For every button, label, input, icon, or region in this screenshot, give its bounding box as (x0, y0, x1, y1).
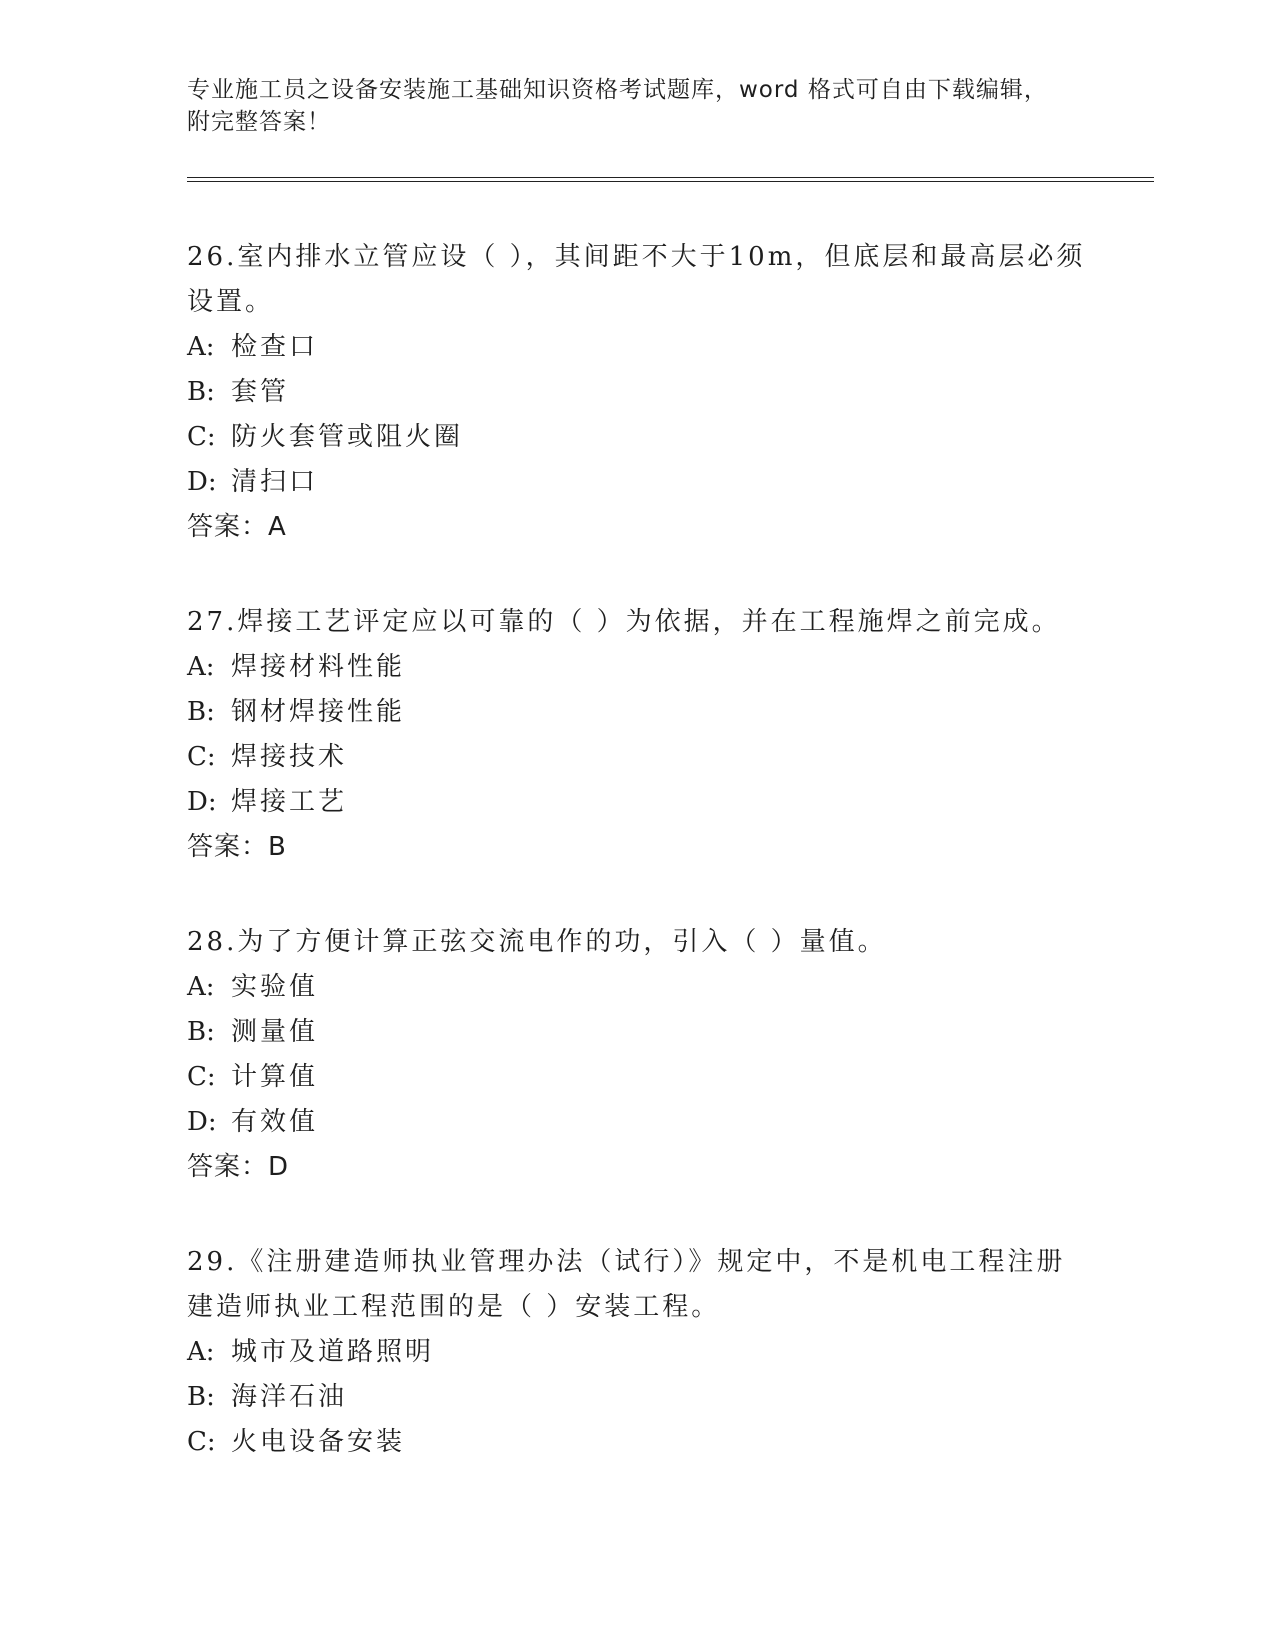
option-letter: B: (187, 697, 215, 727)
option-letter: A: (187, 652, 215, 682)
answer-line: 答案：A (187, 512, 287, 542)
option-letter: B: (187, 377, 215, 407)
option-b (187, 1375, 1087, 1420)
option-text: 防火套管或阻火圈 (231, 422, 464, 452)
option-a (187, 1330, 1087, 1375)
option-text: 实验值 (231, 972, 319, 1002)
question-27 (187, 600, 1087, 870)
option-letter: C: (187, 422, 216, 452)
header-double-rule (187, 177, 1154, 182)
option-text: 城市及道路照明 (231, 1337, 435, 1367)
option-letter: C: (187, 1427, 216, 1457)
question-stem: 27.焊接工艺评定应以可靠的（ ）为依据，并在工程施焊之前完成。 (187, 607, 1061, 637)
option-d (187, 1100, 1087, 1145)
answer-line: 答案：B (187, 832, 287, 862)
question-list (187, 235, 1087, 1515)
option-letter: D: (187, 1107, 217, 1137)
question-28 (187, 920, 1087, 1190)
option-a (187, 965, 1087, 1010)
option-text: 有效值 (231, 1107, 319, 1137)
option-letter: A: (187, 332, 215, 362)
option-text: 焊接技术 (231, 742, 348, 772)
option-c (187, 735, 1087, 780)
option-letter: B: (187, 1382, 215, 1412)
option-text: 套管 (231, 377, 290, 407)
answer-line: 答案：D (187, 1152, 290, 1182)
option-c (187, 415, 1087, 460)
header-title-line-2: 附完整答案！ (187, 109, 331, 135)
header-title-line-1: 专业施工员之设备安装施工基础知识资格考试题库，word 格式可自由下载编辑， (187, 77, 1048, 103)
option-a (187, 645, 1087, 690)
option-letter: A: (187, 1337, 215, 1367)
option-text: 计算值 (231, 1062, 319, 1092)
option-d (187, 780, 1087, 825)
option-letter: A: (187, 972, 215, 1002)
option-letter: D: (187, 787, 217, 817)
option-b (187, 370, 1087, 415)
option-d (187, 460, 1087, 505)
option-letter: D: (187, 467, 217, 497)
question-stem-continued: 建造师执业工程范围的是（ ）安装工程。 (187, 1292, 721, 1322)
option-b (187, 690, 1087, 735)
question-stem: 29.《注册建造师执业管理办法（试行）》规定中，不是机电工程注册 (187, 1247, 1066, 1277)
option-c (187, 1055, 1087, 1100)
option-text: 钢材焊接性能 (231, 697, 406, 727)
option-a (187, 325, 1087, 370)
option-text: 焊接材料性能 (231, 652, 406, 682)
option-text: 清扫口 (231, 467, 319, 497)
option-text: 海洋石油 (231, 1382, 348, 1412)
question-stem: 26.室内排水立管应设（ ），其间距不大于10m，但底层和最高层必须 (187, 242, 1086, 272)
question-29 (187, 1240, 1087, 1465)
question-stem-continued: 设置。 (187, 287, 275, 317)
document-header (187, 74, 1087, 138)
option-letter: B: (187, 1017, 215, 1047)
question-stem: 28.为了方便计算正弦交流电作的功，引入（ ）量值。 (187, 927, 887, 957)
option-text: 测量值 (231, 1017, 319, 1047)
option-text: 焊接工艺 (231, 787, 348, 817)
option-letter: C: (187, 1062, 216, 1092)
question-26 (187, 235, 1087, 550)
option-letter: C: (187, 742, 216, 772)
option-b (187, 1010, 1087, 1055)
option-c (187, 1420, 1087, 1465)
option-text: 检查口 (231, 332, 319, 362)
option-text: 火电设备安装 (231, 1427, 406, 1457)
